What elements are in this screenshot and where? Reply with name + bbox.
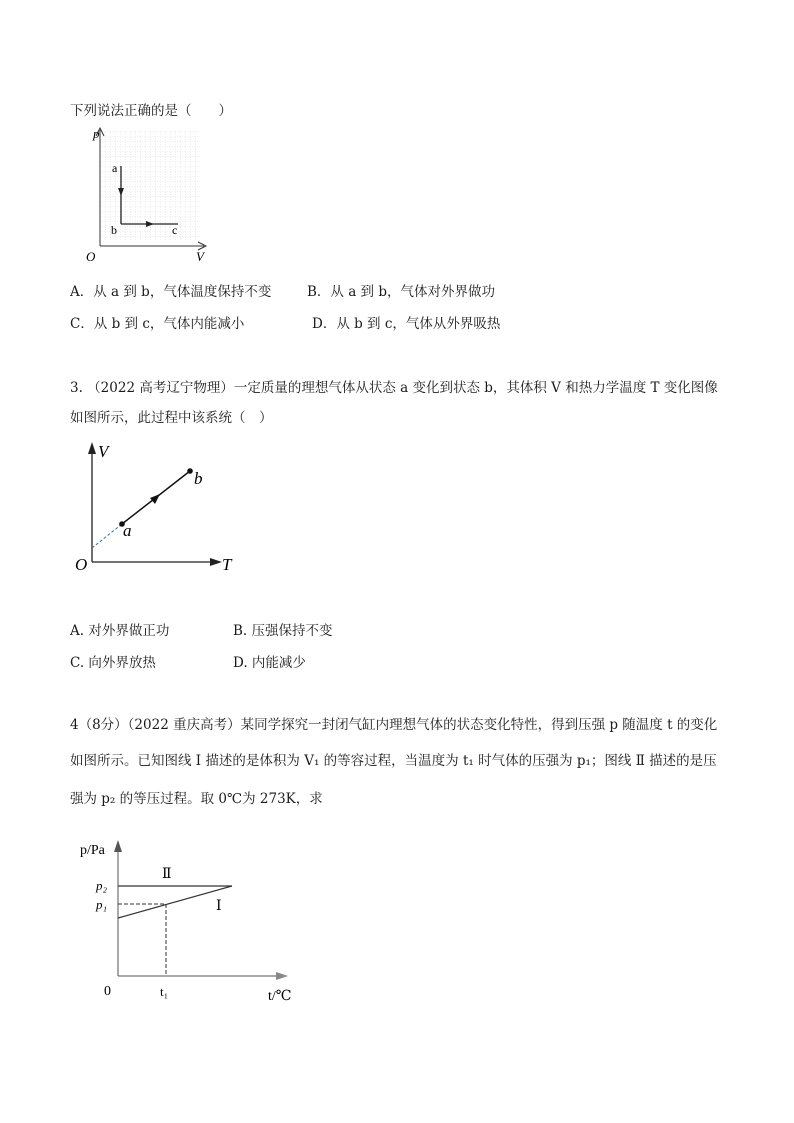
q3-point-b-dot <box>187 468 193 474</box>
q3-origin: O <box>75 555 88 574</box>
q4-x-label: t/℃ <box>268 989 292 1004</box>
q2-pv-graph <box>80 126 210 270</box>
q2-option-d: D．从 b 到 c，气体从外界吸热 <box>312 316 501 332</box>
q3-option-a: A. 对外界做正功 <box>70 623 170 639</box>
q4-stem-line2: 如图所示。已知图线 Ⅰ 描述的是体积为 V₁ 的等容过程，当温度为 t₁ 时气体的压强为 p₁；图线 Ⅱ 描述的是压 <box>70 753 717 769</box>
q3-point-b-label: b <box>194 469 203 488</box>
q4-y-label: p/Pa <box>80 843 105 858</box>
q3-option-c: C. 向外界放热 <box>70 655 156 671</box>
q2-stem: 下列说法正确的是（ ） <box>70 103 232 119</box>
q4-stem-line1: 4（8分）（2022 重庆高考）某同学探究一封闭气缸内理想气体的状态变化特性，得到压强 p 随温度 t 的变化 <box>70 717 718 733</box>
q3-stem-line1: 3. （2022 高考辽宁物理）一定质量的理想气体从状态 a 变化到状态 b，其体积 V 和热力学温度 T 变化图像 <box>70 380 718 396</box>
q3-dashed-extension <box>92 524 122 548</box>
q4-line-i <box>118 886 232 918</box>
q2-option-c: C．从 b 到 c，气体内能减小 <box>70 316 245 332</box>
q4-origin: 0 <box>104 984 111 999</box>
q2-point-c: c <box>172 223 178 237</box>
q2-x-label: V <box>196 249 204 264</box>
q3-stem-line2: 如图所示，此过程中该系统（ ） <box>70 410 273 426</box>
q4-pt-graph <box>74 834 310 1008</box>
q4-line-i-label: Ⅰ <box>216 899 222 914</box>
q2-option-b: B．从 a 到 b，气体对外界做功 <box>307 284 495 300</box>
q3-vt-graph <box>70 438 250 584</box>
q4-p1-label: p₁ <box>96 897 108 912</box>
q4-stem-line3: 强为 p₂ 的等压过程。取 0℃为 273K，求 <box>70 791 323 807</box>
q3-point-a-label: a <box>123 521 132 540</box>
q3-option-d: D. 内能减少 <box>233 655 306 671</box>
q3-x-label: T <box>222 555 232 574</box>
q2-origin: O <box>86 249 96 264</box>
q3-y-label: V <box>98 442 109 461</box>
q2-point-a: a <box>112 161 118 175</box>
q2-point-b: b <box>111 223 117 237</box>
q4-t1-label: t₁ <box>160 984 169 999</box>
q3-option-b: B. 压强保持不变 <box>233 623 333 639</box>
q2-y-label: p <box>93 126 100 141</box>
q4-p2-label: p₂ <box>96 878 108 893</box>
q4-line-ii-label: Ⅱ <box>162 867 172 882</box>
q2-option-a: A．从 a 到 b，气体温度保持不变 <box>70 284 272 300</box>
